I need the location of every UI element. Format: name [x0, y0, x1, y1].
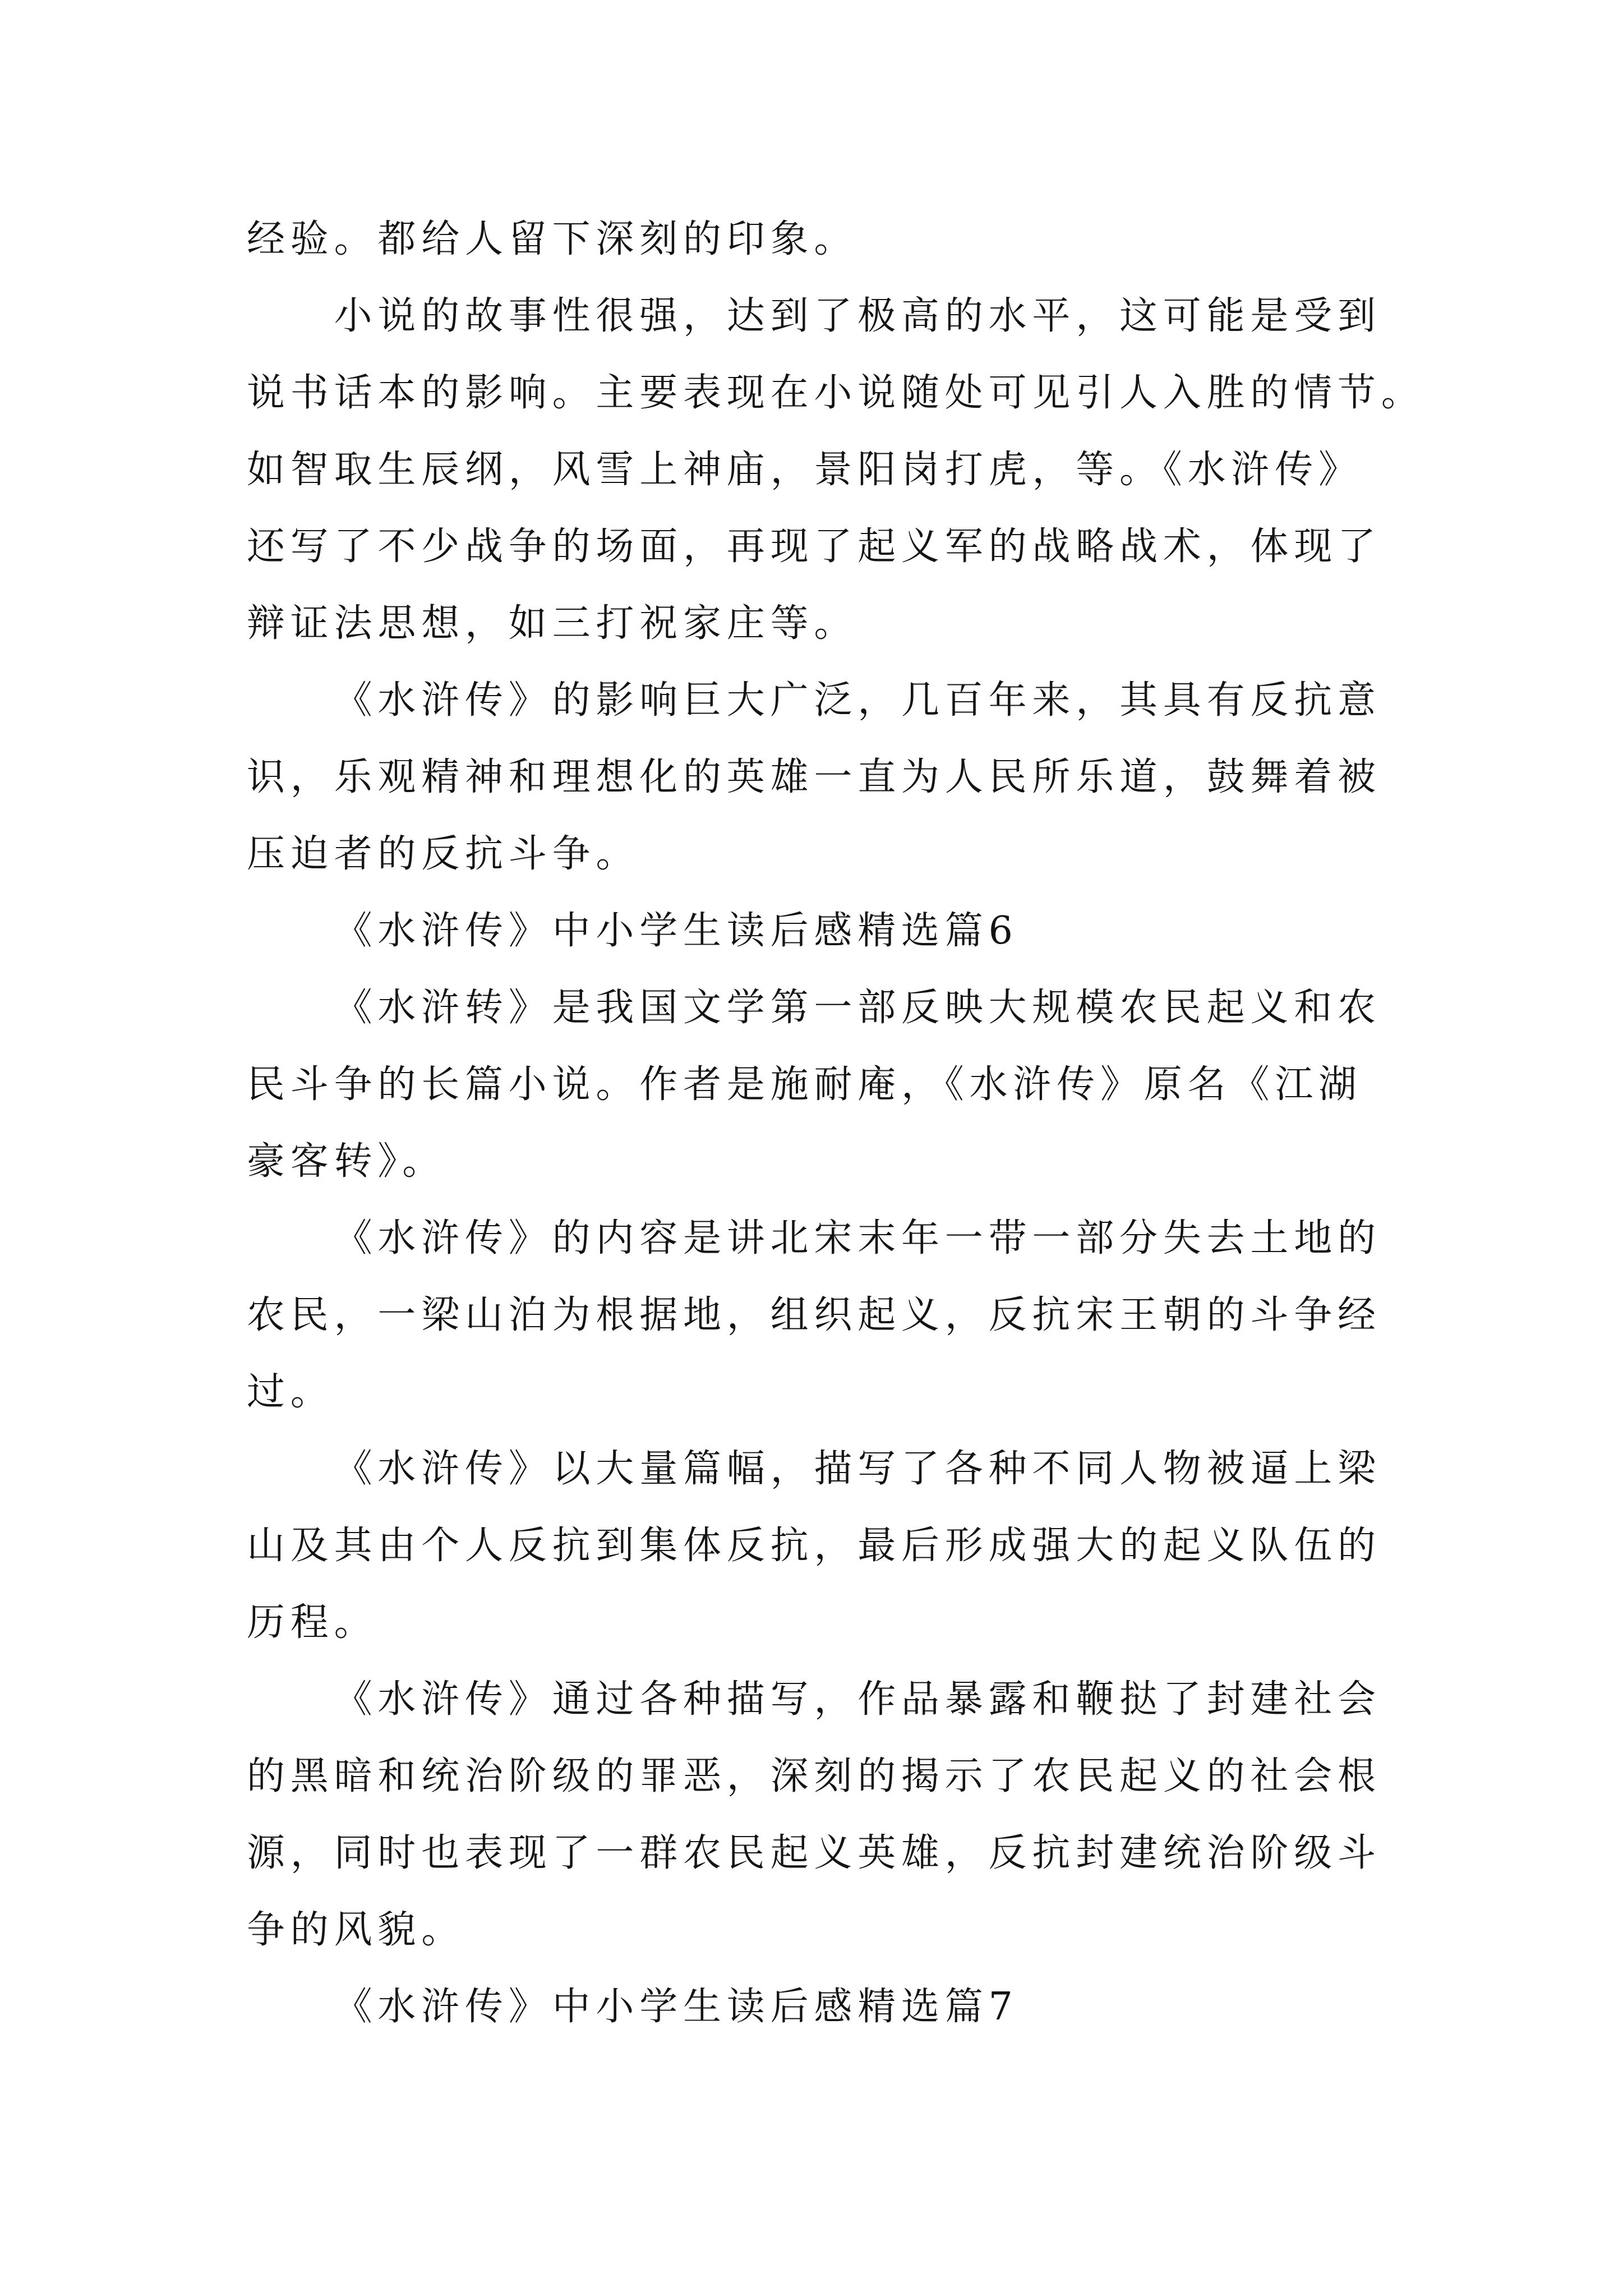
heading-text: 《水浒传》中小学生读后感精选篇6 — [334, 909, 1018, 953]
text-line: 说书话本的影响。主要表现在小说随处可见引人入胜的情节。 — [247, 371, 1425, 415]
text-line: 《水浒传》的影响巨大广泛，几百年来，其具有反抗意 — [334, 678, 1381, 723]
paragraph — [247, 662, 1481, 892]
text-line: 过。 — [247, 1370, 334, 1414]
paragraph — [247, 1661, 1481, 1968]
paragraph — [247, 969, 1481, 1200]
document-body — [247, 201, 1481, 2045]
text-line: 如智取生辰纲，风雪上神庙，景阳岗打虎，等。《水浒传》 — [247, 448, 1362, 492]
text-line: 《水浒传》以大量篇幅，描写了各种不同人物被逼上梁 — [334, 1447, 1381, 1491]
text-line: 农民，一梁山泊为根据地，组织起义，反抗宋王朝的斗争经 — [247, 1293, 1381, 1337]
text-line: 山及其由个人反抗到集体反抗，最后形成强大的起义队伍的 — [247, 1524, 1381, 1568]
text-line: 争的风貌。 — [247, 1908, 465, 1952]
text-line: 经验。都给人留下深刻的印象。 — [247, 217, 858, 261]
text-line: 识，乐观精神和理想化的英雄一直为人民所乐道，鼓舞着被 — [247, 755, 1381, 799]
paragraph — [247, 1200, 1481, 1430]
section-heading — [247, 1968, 1481, 2045]
text-line: 《水浒转》是我国文学第一部反映大规模农民起义和农 — [334, 986, 1381, 1030]
text-line: 历程。 — [247, 1600, 378, 1645]
text-line: 豪客转》。 — [247, 1139, 446, 1184]
text-line: 民斗争的长篇小说。作者是施耐庵，《水浒传》原名《江湖 — [247, 1062, 1362, 1107]
text-line: 压迫者的反抗斗争。 — [247, 832, 640, 876]
text-line: 辩证法思想，如三打祝家庄等。 — [247, 601, 858, 646]
paragraph — [247, 278, 1481, 662]
text-line: 《水浒传》的内容是讲北宋末年一带一部分失去土地的 — [334, 1216, 1381, 1260]
text-line: 小说的故事性很强，达到了极高的水平，这可能是受到 — [334, 294, 1381, 338]
text-line: 源，同时也表现了一群农民起义英雄，反抗封建统治阶级斗 — [247, 1831, 1381, 1875]
section-heading — [247, 892, 1481, 969]
paragraph — [247, 1430, 1481, 1661]
text-line: 的黑暗和统治阶级的罪恶，深刻的揭示了农民起义的社会根 — [247, 1754, 1381, 1798]
paragraph — [247, 201, 1481, 278]
text-line: 《水浒传》通过各种描写，作品暴露和鞭挞了封建社会 — [334, 1677, 1381, 1722]
text-line: 还写了不少战争的场面，再现了起义军的战略战术，体现了 — [247, 524, 1381, 569]
heading-text: 《水浒传》中小学生读后感精选篇7 — [334, 1985, 1018, 2029]
